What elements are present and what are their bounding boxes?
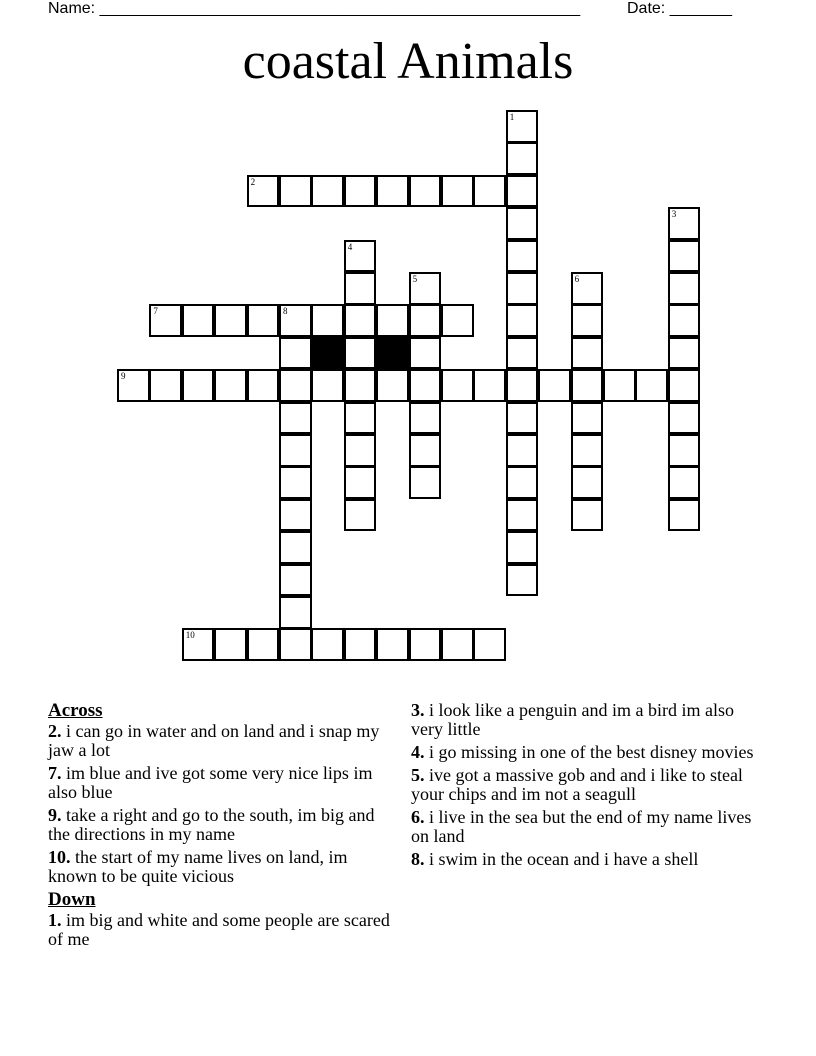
grid-cell[interactable]: [409, 175, 442, 208]
grid-cell[interactable]: [279, 175, 312, 208]
grid-cell[interactable]: [571, 402, 604, 435]
grid-cell[interactable]: [571, 304, 604, 337]
clues-right-column: [411, 701, 756, 873]
grid-cell[interactable]: [279, 499, 312, 532]
clue-number: 2: [250, 176, 256, 187]
grid-cell[interactable]: [409, 369, 442, 402]
grid-cell[interactable]: [473, 175, 506, 208]
clue-number: 3: [671, 209, 677, 220]
grid-cell[interactable]: [506, 434, 539, 467]
grid-cell[interactable]: [668, 402, 701, 435]
grid-cell[interactable]: [668, 369, 701, 402]
grid-cell[interactable]: [441, 628, 474, 661]
grid-cell[interactable]: [279, 337, 312, 370]
grid-cell[interactable]: [279, 596, 312, 629]
clue-number: 1: [509, 112, 515, 122]
clue-item-text: take a right and go to the south, im big and the directions in my name: [48, 805, 375, 844]
grid-cell[interactable]: [344, 240, 377, 273]
clue-item-number: 6.: [411, 807, 425, 827]
clue-item: [411, 766, 756, 804]
grid-cell[interactable]: [668, 499, 701, 532]
clue-number: 8: [283, 306, 288, 317]
clue-item-number: 1.: [48, 910, 62, 930]
grid-cell[interactable]: [668, 304, 701, 337]
grid-cell[interactable]: [473, 369, 506, 402]
grid-cell[interactable]: [635, 369, 668, 402]
grid-cell[interactable]: [376, 369, 409, 402]
grid-cell[interactable]: [571, 272, 604, 305]
grid-cell[interactable]: [279, 402, 312, 435]
clue-item-text: i look like a penguin and im a bird im also very little: [411, 700, 734, 739]
grid-cell[interactable]: [311, 628, 344, 661]
grid-cell[interactable]: [149, 304, 182, 337]
clue-item-number: 7.: [48, 763, 62, 783]
grid-cell[interactable]: [279, 531, 312, 564]
grid-cell[interactable]: [279, 466, 312, 499]
grid-cell[interactable]: [506, 240, 539, 273]
grid-cell[interactable]: [603, 369, 636, 402]
grid-cell[interactable]: [409, 272, 442, 305]
grid-cell[interactable]: [571, 466, 604, 499]
clue-item: [48, 911, 393, 949]
across-heading: Across: [48, 700, 103, 721]
clue-number: 7: [153, 306, 158, 317]
clue-item: [411, 808, 756, 846]
clue-item-text: the start of my name lives on land, im known to be quite vicious: [48, 847, 348, 886]
grid-cell[interactable]: [344, 628, 377, 661]
clue-item: [411, 701, 756, 739]
clue-item-text: ive got a massive gob and and i like to steal your chips and im not a seagull: [411, 765, 743, 804]
grid-cell[interactable]: [344, 434, 377, 467]
clue-number: 9: [121, 371, 126, 382]
grid-cell[interactable]: [409, 337, 442, 370]
grid-cell[interactable]: [571, 337, 604, 370]
grid-cell[interactable]: [409, 304, 442, 337]
grid-cell[interactable]: [506, 466, 539, 499]
grid-cell[interactable]: [247, 628, 280, 661]
grid-cell[interactable]: [538, 369, 571, 402]
clue-item-number: 10.: [48, 847, 71, 867]
down-clue-list: [48, 911, 393, 949]
grid-cell[interactable]: [668, 272, 701, 305]
grid-cell[interactable]: [668, 207, 701, 240]
grid-cell[interactable]: [409, 402, 442, 435]
grid-cell[interactable]: [182, 304, 215, 337]
grid-cell[interactable]: [473, 628, 506, 661]
grid-cell[interactable]: [279, 434, 312, 467]
down-heading: Down: [48, 889, 96, 910]
clue-number: 10: [185, 630, 195, 641]
clue-item-number: 8.: [411, 849, 425, 869]
clues-left-column: [48, 701, 393, 953]
grid-cell[interactable]: [506, 499, 539, 532]
grid-cell[interactable]: [376, 175, 409, 208]
grid-cell[interactable]: [279, 304, 312, 337]
grid-cell[interactable]: [506, 564, 539, 597]
grid-cell[interactable]: [344, 304, 377, 337]
grid-cell[interactable]: [344, 499, 377, 532]
grid-cell[interactable]: [506, 175, 539, 208]
clue-item-text: i swim in the ocean and i have a shell: [424, 849, 699, 869]
grid-cell[interactable]: [344, 466, 377, 499]
grid-cell[interactable]: [279, 628, 312, 661]
clue-number: 4: [347, 241, 353, 252]
grid-cell[interactable]: [506, 337, 539, 370]
name-field-label: Name: ______________________________________________________: [48, 0, 581, 17]
grid-cell[interactable]: [311, 369, 344, 402]
down-clue-list-continued: [411, 701, 756, 869]
clue-item-text: i can go in water and on land and i snap my jaw a lot: [48, 721, 380, 760]
grid-cell[interactable]: [344, 272, 377, 305]
grid-cell[interactable]: [214, 369, 247, 402]
grid-cell[interactable]: [668, 337, 701, 370]
grid-cell[interactable]: [506, 142, 539, 175]
grid-cell[interactable]: [506, 110, 539, 143]
grid-cell[interactable]: [214, 628, 247, 661]
grid-cell[interactable]: [247, 175, 280, 208]
grid-cell[interactable]: [409, 628, 442, 661]
grid-cell[interactable]: [571, 369, 604, 402]
grid-cell[interactable]: [149, 369, 182, 402]
grid-cell[interactable]: [247, 304, 280, 337]
clue-item: [48, 848, 393, 886]
clue-item-number: 9.: [48, 805, 62, 825]
grid-cell[interactable]: [182, 628, 215, 661]
grid-cell[interactable]: [376, 628, 409, 661]
grid-cell[interactable]: [344, 337, 377, 370]
clue-number: 5: [412, 274, 418, 284]
clue-item-number: 2.: [48, 721, 62, 741]
grid-cell[interactable]: [506, 531, 539, 564]
grid-cell[interactable]: [571, 499, 604, 532]
grid-cell[interactable]: [409, 434, 442, 467]
grid-cell[interactable]: [668, 466, 701, 499]
grid-cell[interactable]: [214, 304, 247, 337]
grid-cell[interactable]: [441, 304, 474, 337]
grid-cell[interactable]: [376, 304, 409, 337]
grid-cell[interactable]: [506, 272, 539, 305]
across-clue-list: [48, 722, 393, 886]
clue-item-number: 5.: [411, 765, 425, 785]
clue-item-text: i go missing in one of the best disney movies: [424, 742, 754, 762]
date-field-label: Date: _______: [627, 0, 732, 17]
clue-item: [48, 764, 393, 802]
clue-item-text: im blue and ive got some very nice lips im also blue: [48, 763, 373, 802]
grid-cell[interactable]: [247, 369, 280, 402]
grid-cell[interactable]: [344, 369, 377, 402]
grid-cell[interactable]: [182, 369, 215, 402]
clue-item: [411, 850, 756, 869]
grid-block: [376, 337, 409, 370]
grid-cell[interactable]: [506, 369, 539, 402]
grid-cell[interactable]: [668, 240, 701, 273]
clue-item-text: i live in the sea but the end of my name lives on land: [411, 807, 752, 846]
grid-cell[interactable]: [279, 564, 312, 597]
grid-cell[interactable]: [506, 304, 539, 337]
grid-cell[interactable]: [409, 466, 442, 499]
grid-cell[interactable]: [344, 402, 377, 435]
grid-cell[interactable]: [279, 369, 312, 402]
clue-item-text: im big and white and some people are scared of me: [48, 910, 390, 949]
clue-item-number: 4.: [411, 742, 425, 762]
grid-block: [311, 337, 344, 370]
grid-cell[interactable]: [441, 369, 474, 402]
clue-item: [48, 722, 393, 760]
clue-item-number: 3.: [411, 700, 425, 720]
grid-cell[interactable]: [441, 175, 474, 208]
grid-cell[interactable]: [571, 434, 604, 467]
grid-cell[interactable]: [344, 175, 377, 208]
clue-item: [48, 806, 393, 844]
page-title: coastal Animals: [242, 33, 574, 90]
grid-cell[interactable]: [668, 434, 701, 467]
clue-number: 6: [574, 274, 580, 284]
grid-cell[interactable]: [311, 304, 344, 337]
grid-cell[interactable]: [311, 175, 344, 208]
grid-cell[interactable]: [506, 207, 539, 240]
grid-cell[interactable]: [117, 369, 150, 402]
clue-item: [411, 743, 756, 762]
grid-cell[interactable]: [506, 402, 539, 435]
